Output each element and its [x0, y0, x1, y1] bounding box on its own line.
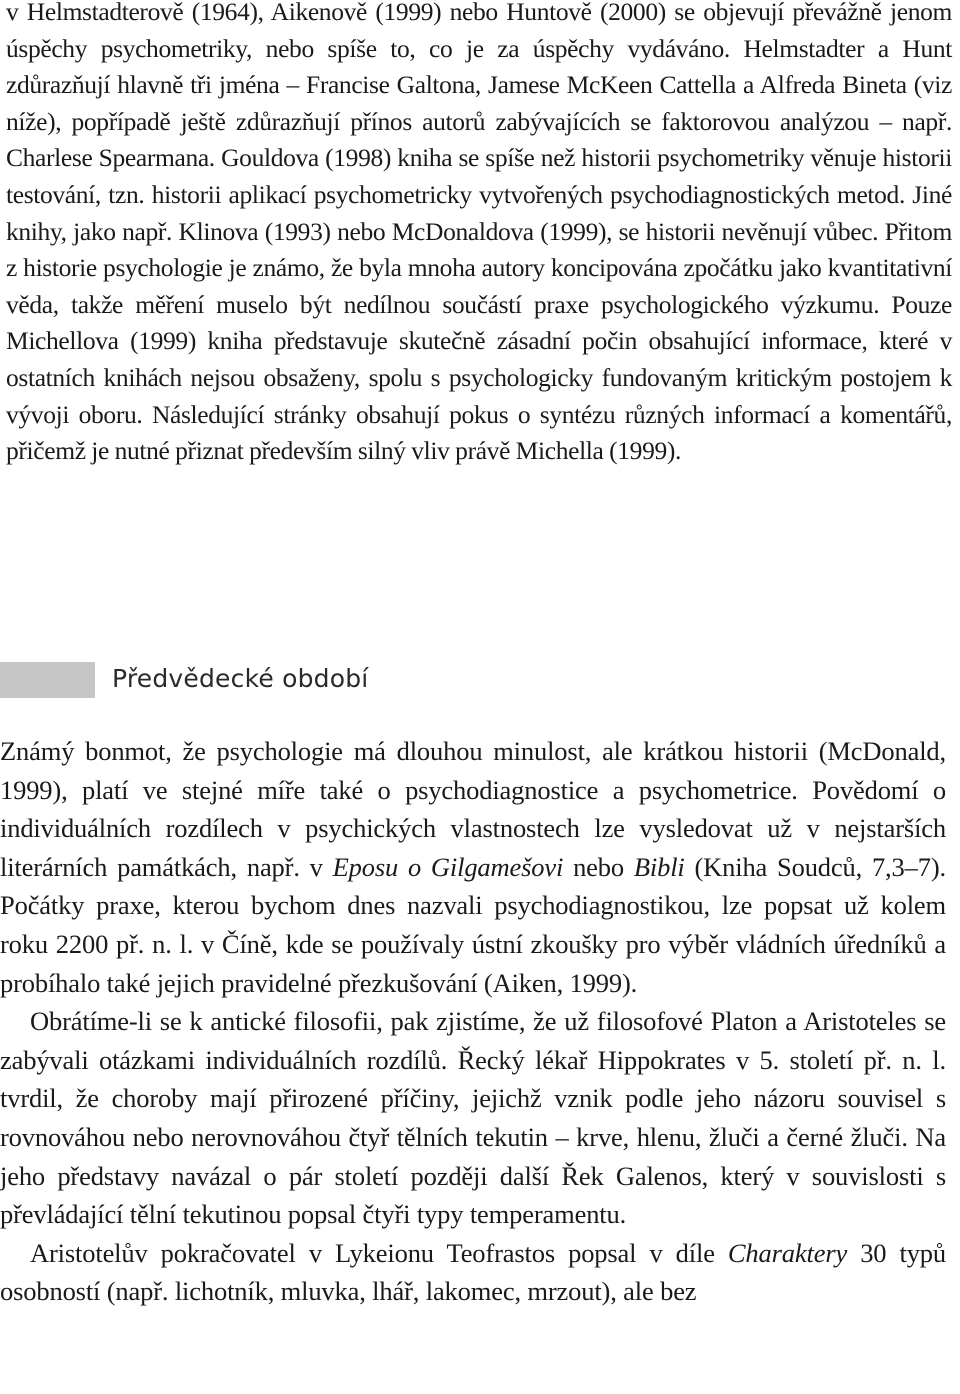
- paragraph-text: Aristotelův pokračovatel v Lykeionu Teofrastos popsal v díle: [30, 1237, 728, 1268]
- document-page: [6, 0, 952, 470]
- paragraph-antiquity: Obrátíme-li se k antické filosofii, pak zjistíme, že už filosofové Platon a Aristoteles se zabývali otázkami individuálních rozdílů. Řecký lékař Hippokrates v 5. století př. n. l. tvrdil, že choroby mají přirozené příčiny, jejichž vznik podle jeho názoru souvisel s rovnováhou nebo nerovnováhou čtyř tělních tekutin – krve, hlenu, žluči a černé žluči. Na jeho představy navázal o pár století později další Řek Galenos, který v souvislosti s převládající tělní tekutinou popsal čtyři typy temperamentu.: [0, 1006, 946, 1230]
- paragraph-text: Známý bonmot, že psychologie má dlouhou minulost, ale krátkou historii (McDonald, 1999), platí ve stejné míře také o psychodiagnostice a psychometrice. Povědomí o individuálních rozdílech v psychických vlastnostech lze vysledovat už v nejstarších literárních památkách, např. v: [0, 736, 946, 882]
- section-heading: [0, 662, 946, 698]
- italic-title-charaktery: Charaktery: [727, 1237, 848, 1268]
- paragraph-teofrastos: [0, 1234, 946, 1311]
- section-body: [0, 732, 946, 1311]
- paragraph-text: nebo: [563, 851, 634, 882]
- paragraph-text: (Kniha Soudců, 7,3–7). Počátky praxe, kterou bychom dnes nazvali psychodiagnostikou, lze popsat už kolem roku 2200 př. n. l. v Číně, kde se používaly ústní zkoušky pro výběr vládních úředníků a probíhalo také jejich pravidelné přezkušování (Aiken, 1999).: [0, 851, 946, 998]
- italic-title-gilgamesh: Eposu o Gilgamešovi: [332, 851, 564, 882]
- section-title: Předvědecké období: [112, 664, 369, 693]
- heading-marker-bar: [0, 662, 95, 698]
- paragraph-text: 30 typů osobností (např. lichotník, mluvka, lhář, lakomec, mrzout), ale bez: [0, 1237, 947, 1307]
- paragraph-prescientific: [0, 732, 946, 1002]
- italic-title-bible: Bibli: [633, 851, 685, 882]
- intro-paragraph: v Helmstadterově (1964), Aikenově (1999) nebo Huntově (2000) se objevují převážně jenom úspěchy psychometriky, nebo spíše to, co je za úspěchy vydáváno. Helmstadter a Hunt zdůrazňují hlavně tři jména – Francise Galtona, Jamese McKeen Cattella a Alfreda Bineta (viz níže), popřípadě ještě zdůrazňují přínos autorů zabývajících se faktorovou analýzou – např. Charlese Spearmana. Gouldova (1998) kniha se spíše než historii psychometriky věnuje historii testování, tzn. historii aplikací psychometricky vytvořených psychodiagnostických metod. Jiné knihy, jako např. Klinova (1993) nebo McDonaldova (1999), se historii nevěnují vůbec. Přitom z historie psychologie je známo, že byla mnoha autory koncipována zpočátku jako kvantitativní věda, takže měření muselo být nedílnou součástí praxe psychologického výzkumu. Pouze Michellova (1999) kniha představuje skutečně zásadní počin obsahující informace, které v ostatních knihách nejsou obsaženy, spolu s psychologicky fundovaným kritickým postojem k vývoji oboru. Následující stránky obsahují pokus o syntézu různých informací a komentářů, přičemž je nutné přiznat především silný vliv právě Michella (1999).: [6, 0, 952, 466]
